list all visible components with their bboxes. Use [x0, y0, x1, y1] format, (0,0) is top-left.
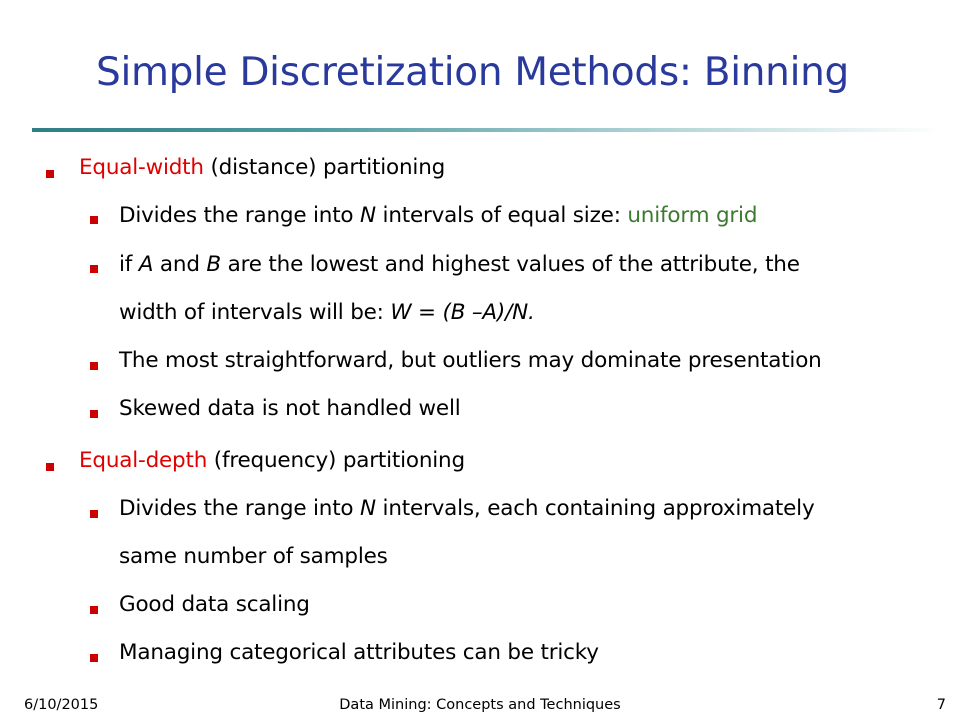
title-divider [32, 128, 942, 132]
equal-depth-item-1: Divides the range into N intervals, each containing approximately [119, 496, 815, 521]
equal-width-item-2: if A and B are the lowest and highest values of the attribute, the [119, 252, 800, 277]
equal-width-heading: Equal-width (distance) partitioning [79, 155, 446, 180]
equal-depth-item-3: Managing categorical attributes can be tricky [119, 640, 599, 665]
equal-width-item-2-continued: width of intervals will be: W = (B –A)/N. [119, 300, 535, 325]
sub-bullet-icon [90, 606, 98, 614]
equal-width-item-3: The most straightforward, but outliers may dominate presentation [119, 348, 822, 373]
sub-bullet-icon [90, 410, 98, 418]
equal-width-item-4: Skewed data is not handled well [119, 396, 461, 421]
sub-bullet-icon [90, 654, 98, 662]
equal-width-item-1: Divides the range into N intervals of equal size: uniform grid [119, 203, 758, 228]
sub-bullet-icon [90, 216, 98, 224]
footer-title: Data Mining: Concepts and Techniques [339, 697, 621, 713]
page-number: 7 [936, 697, 946, 713]
sub-bullet-icon [90, 265, 98, 273]
slide-title: Simple Discretization Methods: Binning [95, 50, 850, 95]
equal-depth-item-2: Good data scaling [119, 592, 310, 617]
footer-date: 6/10/2015 [24, 697, 99, 713]
sub-bullet-icon [90, 362, 98, 370]
equal-depth-item-1-continued: same number of samples [119, 544, 388, 569]
bullet-icon [46, 463, 54, 471]
bullet-icon [46, 170, 54, 178]
equal-depth-heading: Equal-depth (frequency) partitioning [79, 448, 465, 473]
sub-bullet-icon [90, 510, 98, 518]
